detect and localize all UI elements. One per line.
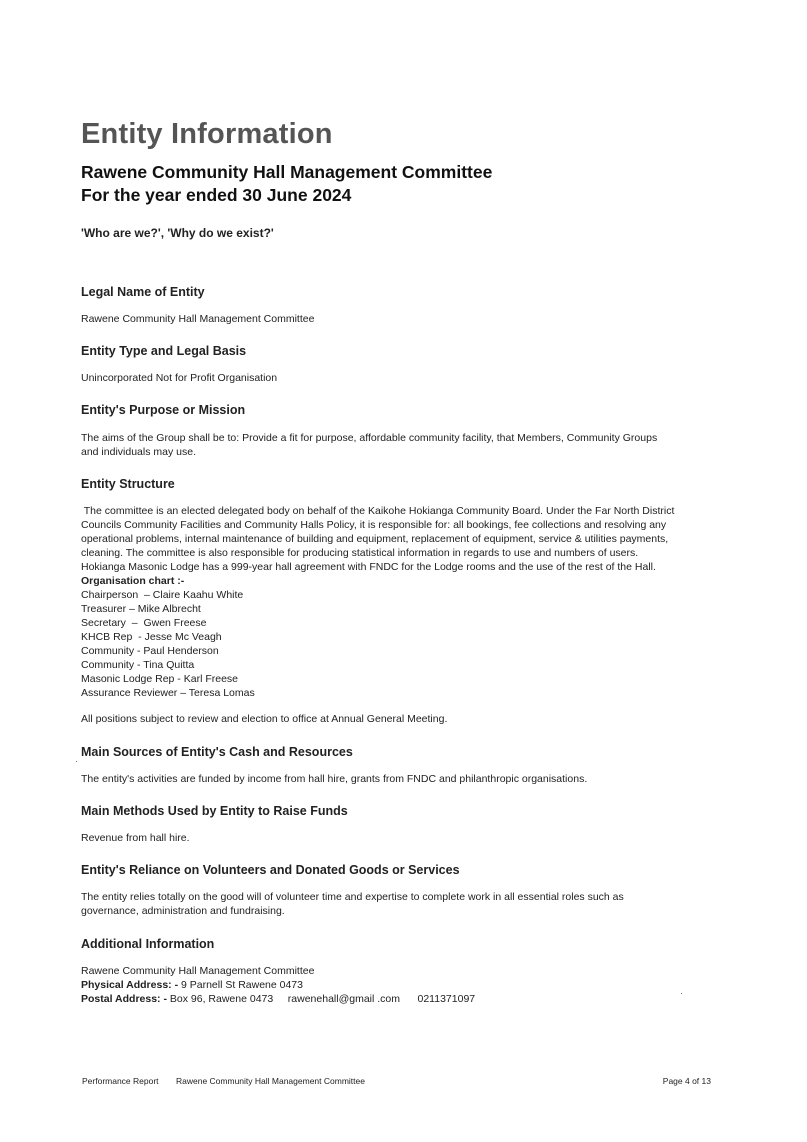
structure-heading: Entity Structure	[81, 477, 175, 491]
structure-line: Councils Community Facilities and Community Halls Policy, it is responsible for: all bookings, fee collections and resolving any	[81, 519, 667, 531]
footer-entity-name: Rawene Community Hall Management Committee	[176, 1076, 365, 1086]
purpose-heading: Entity's Purpose or Mission	[81, 403, 246, 417]
structure-line: operational problems, internal maintenance of building and equipment, replacement of equipment, service & utilities payments,	[81, 533, 669, 545]
postal-address	[81, 992, 721, 1006]
raise-funds-heading: Main Methods Used by Entity to Raise Funds	[81, 804, 348, 818]
cash-sources-text: The entity's activities are funded by income from hall hire, grants from FNDC and philanthropic organisations.	[81, 773, 588, 785]
purpose-text	[81, 431, 721, 459]
org-chart-item: Masonic Lodge Rep - Karl Freese	[81, 673, 238, 685]
cash-sources-heading: Main Sources of Entity's Cash and Resources	[81, 745, 353, 759]
physical-address	[81, 978, 721, 992]
structure-text	[81, 504, 721, 700]
entity-type-text: Unincorporated Not for Profit Organisation	[81, 372, 278, 384]
footer-page-number: Page 4 of 13	[662, 1076, 711, 1086]
structure-line: The committee is an elected delegated body on behalf of the Kaikohe Hokianga Community Board. Under the Far North District	[81, 505, 675, 517]
positions-note: All positions subject to review and election to office at Annual General Meeting.	[81, 713, 448, 725]
org-chart-label: Organisation chart :-	[81, 575, 185, 587]
scan-speck	[681, 993, 682, 994]
org-chart-item: Community - Paul Henderson	[81, 645, 219, 657]
volunteers-heading: Entity's Reliance on Volunteers and Donated Goods or Services	[81, 863, 460, 877]
postal-address-label: Postal Address: -	[81, 993, 167, 1005]
purpose-line: The aims of the Group shall be to: Provide a fit for purpose, affordable community facility, that Members, Community Groups	[81, 432, 658, 444]
volunteers-line: The entity relies totally on the good will of volunteer time and expertise to complete work in all essential roles such as	[81, 891, 624, 903]
legal-name-text: Rawene Community Hall Management Committee	[81, 313, 315, 325]
volunteers-text	[81, 890, 721, 918]
structure-line: cleaning. The committee is also responsible for producing statistical information in regards to use and numbers of users.	[81, 547, 639, 559]
additional-info-text	[81, 964, 721, 1006]
period-subtitle: For the year ended 30 June 2024	[81, 185, 352, 205]
org-chart-item: Assurance Reviewer – Teresa Lomas	[81, 687, 255, 699]
additional-entity-name: Rawene Community Hall Management Committee	[81, 965, 315, 977]
tagline: 'Who are we?', 'Why do we exist?'	[81, 226, 274, 240]
volunteers-line: governance, administration and fundraising.	[81, 905, 285, 917]
footer-report-label: Performance Report	[82, 1076, 159, 1086]
entity-name-subtitle: Rawene Community Hall Management Committee	[81, 162, 493, 182]
entity-type-heading: Entity Type and Legal Basis	[81, 344, 247, 358]
org-chart-item: Treasurer – Mike Albrecht	[81, 603, 201, 615]
physical-address-value: 9 Parnell St Rawene 0473	[178, 979, 303, 991]
org-chart-item: Community - Tina Quitta	[81, 659, 195, 671]
page-title: Entity Information	[81, 118, 333, 150]
scan-speck	[76, 761, 77, 762]
physical-address-label: Physical Address: -	[81, 979, 179, 991]
postal-address-value: Box 96, Rawene 0473 rawenehall@gmail .com 0211371097	[166, 993, 476, 1005]
org-chart-item: Secretary – Gwen Freese	[81, 617, 207, 629]
org-chart-item: KHCB Rep - Jesse Mc Veagh	[81, 631, 222, 643]
raise-funds-text: Revenue from hall hire.	[81, 832, 190, 844]
additional-info-heading: Additional Information	[81, 937, 215, 951]
structure-line: Hokianga Masonic Lodge has a 999-year hall agreement with FNDC for the Lodge rooms and the use of the rest of the Hall.	[81, 561, 656, 573]
purpose-line: and individuals may use.	[81, 446, 196, 458]
legal-name-heading: Legal Name of Entity	[81, 285, 205, 299]
org-chart-item: Chairperson – Claire Kaahu White	[81, 589, 244, 601]
